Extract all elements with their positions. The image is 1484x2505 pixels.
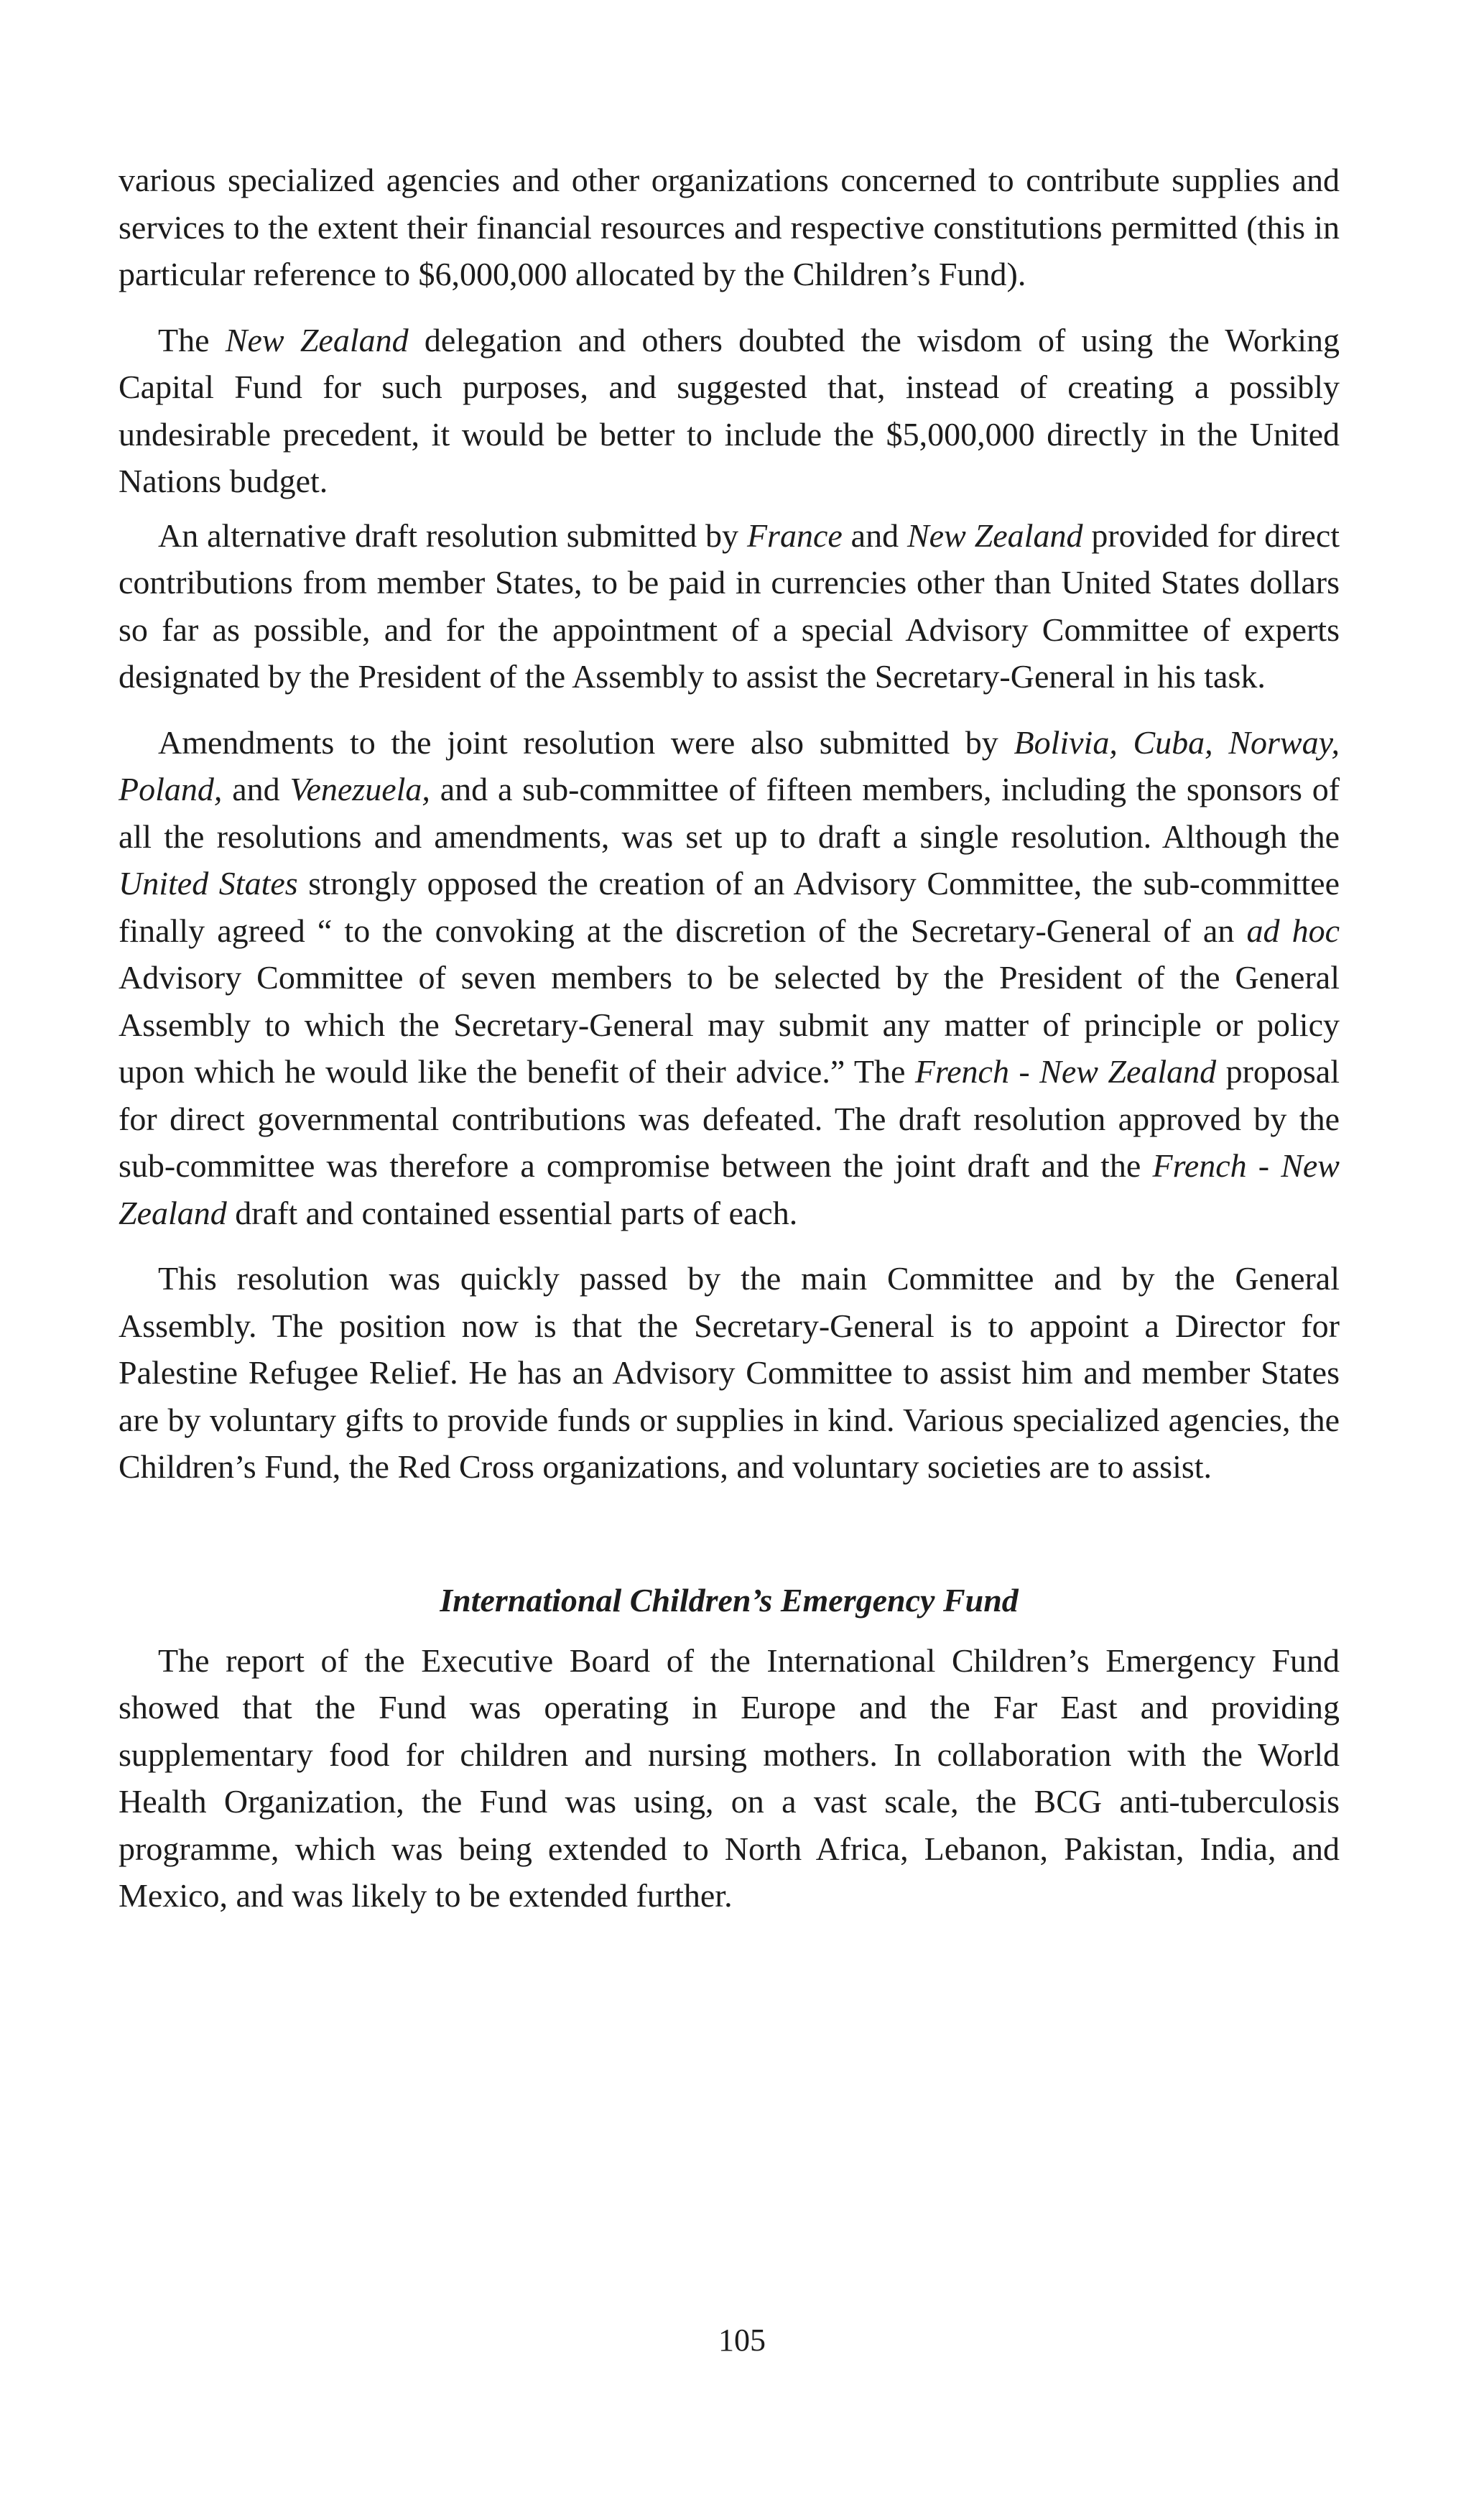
text-run: and	[222, 771, 290, 807]
text-run: proposal for direct governmental contributions was defeated. The draft resolution approved by the sub-committee was therefore a compromise between the joint draft and the	[119, 1053, 1340, 1184]
text-run: various specialized agencies and other organizations concerned to contribute supplies and services to the extent their financial resources and respective constitutions permitted (this in particular reference to $6,000,000 allocated by the Children’s Fund).	[119, 162, 1340, 292]
section-paragraph-1	[119, 1637, 1340, 1920]
text-run: draft and contained essential parts of each.	[226, 1194, 798, 1231]
paragraph-2	[119, 317, 1340, 505]
page-number: 105	[718, 2323, 766, 2358]
text-run: strongly opposed the creation of an Advisory Committee, the sub-committee finally agreed “ to the convoking at the discretion of the Secretary-General of an	[119, 865, 1340, 949]
italic-text: Bolivia, Cuba, Norway, Poland,	[119, 723, 1340, 807]
italic-text: French - New Zealand	[914, 1053, 1217, 1090]
italic-text: French - New Zealand	[119, 1147, 1340, 1231]
text-run: Advisory Committee of seven members to be selected by the President of the General Assembly to which the Secretary-General may submit any matter of principle or policy upon which he would like the benefit of their advice.” The	[119, 959, 1340, 1090]
italic-text: ad hoc	[1246, 912, 1340, 949]
text-run: delegation and others doubted the wisdom of using the Working Capital Fund for such purposes, and suggested that, instead of creating a possibly undesirable precedent, it would be better to include the $5,000,000 directly in the United Nations budget.	[119, 321, 1340, 499]
italic-text: United States	[119, 865, 298, 902]
page-body	[119, 157, 1340, 1938]
italic-text: New Zealand	[225, 321, 409, 358]
paragraph-5	[119, 1255, 1340, 1491]
italic-text: New Zealand	[907, 517, 1083, 554]
text-run: and	[842, 517, 907, 554]
section-heading: International Children’s Emergency Fund	[440, 1581, 1019, 1619]
text-run: The report of the Executive Board of the International Children’s Emergency Fund showed that the Fund was operating in Europe and the Far East and providing supplementary food for children and nursing mothers. In collaboration with the World Health Organization, the Fund was using, on a vast scale, the BCG anti-tuberculosis programme, which was being extended to North Africa, Lebanon, Pakistan, India, and Mexico, and was likely to be extended further.	[119, 1642, 1340, 1914]
paragraph-3	[119, 512, 1340, 700]
italic-text: France	[746, 517, 843, 554]
text-run: This resolution was quickly passed by the main Committee and by the General Assembly. The position now is that the Secretary-General is to appoint a Director for Palestine Refugee Relief. He has an Advisory Committee to assist him and member States are by voluntary gifts to provide funds or supplies in kind. Various specialized agencies, the Children’s Fund, the Red Cross organizations, and voluntary societies are to assist.	[119, 1260, 1340, 1485]
paragraph-1	[119, 157, 1340, 298]
text-run: The	[158, 321, 226, 358]
text-run: Amendments to the joint resolution were also submitted by	[158, 723, 1014, 761]
text-run: provided for direct contributions from member States, to be paid in currencies other than United States dollars so far as possible, and for the appointment of a special Advisory Committee of experts designated by the President of the Assembly to assist the Secretary-General in his task.	[119, 517, 1340, 695]
text-run: and a sub-committee of fifteen members, including the sponsors of all the resolutions and amendments, was set up to draft a single resolution. Although the	[119, 771, 1340, 855]
text-run: An alternative draft resolution submitted by	[158, 517, 747, 554]
paragraph-4	[119, 719, 1340, 1237]
italic-text: Venezuela,	[289, 771, 430, 807]
